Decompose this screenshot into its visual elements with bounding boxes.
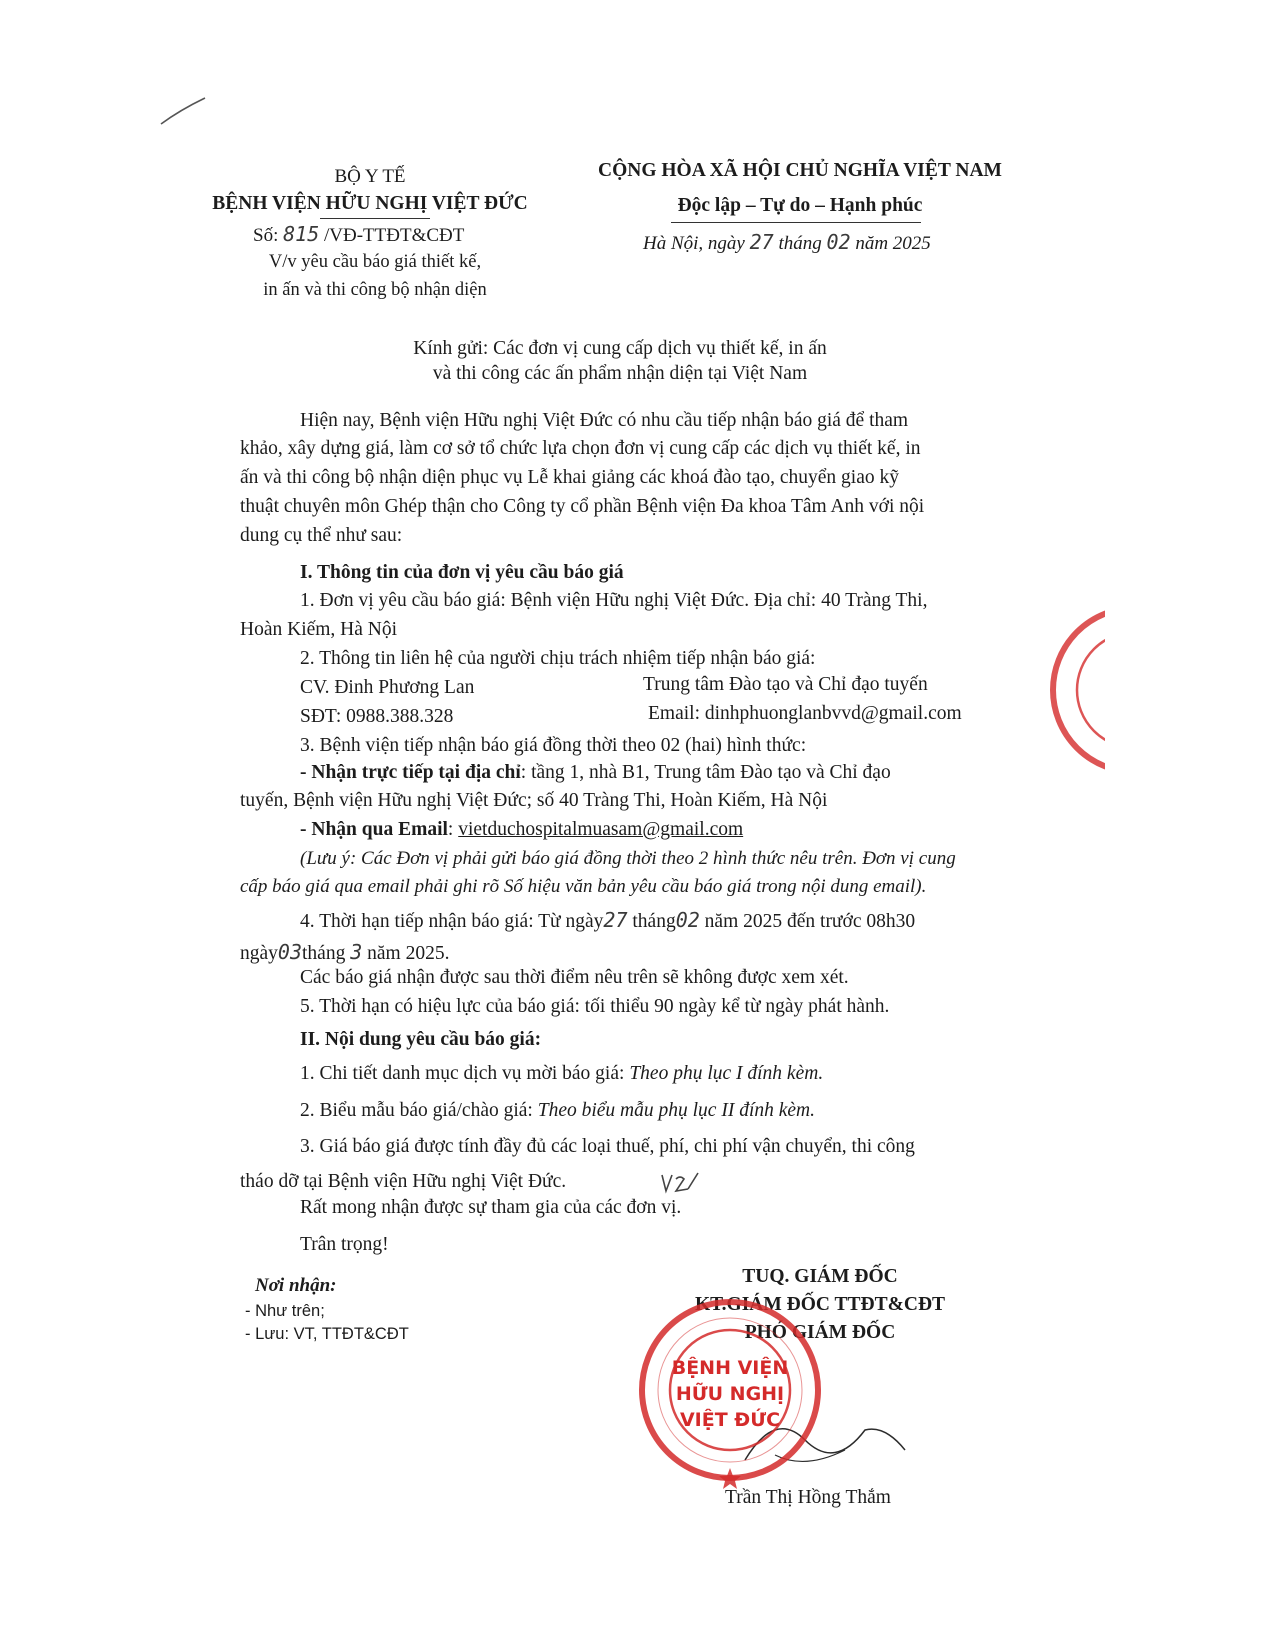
contact-name: CV. Đinh Phương Lan (300, 677, 475, 698)
direct-submission (300, 762, 891, 784)
note-line-1: (Lưu ý: Các Đơn vị phải gửi báo giá đồng thời theo 2 hình thức nêu trên. Đơn vị cung (300, 848, 956, 869)
item-4-end-day-handwritten: 03 (277, 940, 302, 964)
signature-line-1: TUQ. GIÁM ĐỐC (742, 1266, 898, 1287)
subject-line-1: V/v yêu cầu báo giá thiết kế, (268, 252, 482, 272)
number-suffix: /VĐ-TTĐT&CĐT (323, 225, 465, 246)
section-1-title: I. Thông tin của đơn vị yêu cầu báo giá (300, 562, 624, 583)
section-2-item-1 (300, 1063, 823, 1085)
direct-submission-cont: tuyến, Bệnh viện Hữu nghị Việt Đức; số 40 Tràng Thi, Hoàn Kiếm, Hà Nội (240, 790, 828, 811)
initials-scribble-icon (658, 1169, 702, 1197)
section-2-item-1-italic: Theo phụ lục I đính kèm. (629, 1063, 824, 1084)
item-4-end-year: năm 2025. (367, 943, 450, 964)
date-month-label: tháng (778, 233, 822, 254)
intro-line-3: ấn và thi công bộ nhận diện phục vụ Lễ khai giảng các khoá đào tạo, chuyển giao kỹ (240, 467, 900, 488)
intro-line-2: khảo, xây dựng giá, làm cơ sở tổ chức lựa chọn đơn vị cung cấp các dịch vụ thiết kế, in (240, 438, 921, 459)
pen-mark-icon (155, 92, 215, 132)
recipients-line-1: - Như trên; (245, 1302, 325, 1320)
direct-submission-text: : tầng 1, nhà B1, Trung tâm Đào tạo và Chỉ đạo (520, 762, 891, 783)
section-2-item-2 (300, 1100, 815, 1122)
section-2-item-2-text: 2. Biểu mẫu báo giá/chào giá: (300, 1100, 538, 1121)
item-4-day-handwritten: 27 (603, 908, 628, 932)
email-submission (300, 819, 743, 841)
section-1-item-1: 1. Đơn vị yêu cầu báo giá: Bệnh viện Hữu nghị Việt Đức. Địa chỉ: 40 Tràng Thi, (300, 590, 928, 611)
item-4-end-month-label: tháng (302, 943, 346, 964)
section-2-item-1-text: 1. Chi tiết danh mục dịch vụ mời báo giá: (300, 1063, 630, 1084)
section-1-item-5: 5. Thời hạn có hiệu lực của báo giá: tối thiểu 90 ngày kể từ ngày phát hành. (300, 996, 890, 1017)
closing-2: Trân trọng! (300, 1234, 389, 1255)
recipients-line-2: - Lưu: VT, TTĐT&CĐT (245, 1325, 409, 1343)
signer-name: Trần Thị Hồng Thắm (725, 1487, 891, 1508)
item-4-suffix: năm 2025 đến trước 08h30 (704, 911, 916, 932)
item-4-line-2-prefix: ngày (240, 943, 278, 964)
section-1-item-1-cont: Hoàn Kiếm, Hà Nội (240, 619, 398, 640)
section-1-item-3: 3. Bệnh viện tiếp nhận báo giá đồng thời theo 02 (hai) hình thức: (300, 735, 807, 756)
document-date (643, 230, 931, 255)
date-day-handwritten: 27 (749, 230, 774, 254)
section-1-item-4-cont (240, 940, 449, 965)
item-4-end-month-handwritten: 3 (350, 940, 363, 964)
section-1-item-2: 2. Thông tin liên hệ của người chịu trách nhiệm tiếp nhận báo giá: (300, 648, 816, 669)
item-4-month-handwritten: 02 (675, 908, 700, 932)
date-prefix: Hà Nội, ngày (643, 233, 745, 254)
signature-line-3: PHÓ GIÁM ĐỐC (744, 1322, 896, 1343)
recipients-title: Nơi nhận: (255, 1275, 337, 1296)
national-motto: Độc lập – Tự do – Hạnh phúc (677, 195, 923, 216)
intro-line-1: Hiện nay, Bệnh viện Hữu nghị Việt Đức có nhu cầu tiếp nhận báo giá để tham (300, 410, 909, 431)
contact-email: Email: dinhphuonglanbvvd@gmail.com (648, 703, 962, 724)
section-1-item-4 (300, 908, 915, 933)
number-label: Số: (253, 225, 279, 246)
item-4-note: Các báo giá nhận được sau thời điểm nêu trên sẽ không được xem xét. (300, 967, 849, 988)
item-4-prefix: 4. Thời hạn tiếp nhận báo giá: Từ ngày (300, 911, 604, 932)
official-seal-icon (630, 1290, 830, 1490)
section-2-item-3: 3. Giá báo giá được tính đầy đủ các loại thuế, phí, chi phí vận chuyển, thi công (300, 1136, 915, 1157)
intro-line-5: dung cụ thể như sau: (240, 525, 403, 546)
email-submission-label: - Nhận qua Email (300, 819, 448, 840)
hospital-name: BỆNH VIỆN HỮU NGHỊ VIỆT ĐỨC (212, 193, 528, 214)
document-number (253, 222, 464, 247)
motto-underline (671, 222, 921, 223)
note-line-2: cấp báo giá qua email phải ghi rõ Số hiệu văn bản yêu cầu báo giá trong nội dung email). (240, 876, 927, 897)
seal-line-2: HỮU NGHỊ (675, 1383, 785, 1405)
subject-line-2: in ấn và thi công bộ nhận diện (263, 280, 487, 300)
number-handwritten: 815 (283, 222, 320, 246)
contact-phone: SĐT: 0988.388.328 (300, 706, 454, 727)
ministry-name: BỘ Y TẾ (334, 166, 406, 187)
section-2-title: II. Nội dung yêu cầu báo giá: (300, 1029, 542, 1050)
seal-line-1: BỆNH VIỆN (671, 1357, 789, 1379)
date-month-handwritten: 02 (826, 230, 851, 254)
item-4-month-label: tháng (632, 911, 676, 932)
direct-submission-label: - Nhận trực tiếp tại địa chỉ (300, 762, 521, 783)
recipient-line-1: Kính gửi: Các đơn vị cung cấp dịch vụ thiết kế, in ấn (413, 338, 827, 359)
republic-name: CỘNG HÒA XÃ HỘI CHỦ NGHĨA VIỆT NAM (598, 160, 1002, 181)
section-2-item-2-italic: Theo biểu mẫu phụ lục II đính kèm. (537, 1100, 816, 1121)
seal-line-3: VIỆT ĐỨC (679, 1409, 781, 1431)
contact-unit: Trung tâm Đào tạo và Chỉ đạo tuyến (643, 674, 928, 695)
recipient-line-2: và thi công các ấn phẩm nhận diện tại Việt Nam (432, 363, 808, 384)
email-colon: : (447, 819, 459, 840)
signature-line-2: KT.GIÁM ĐỐC TTĐT&CĐT (694, 1294, 946, 1315)
intro-line-4: thuật chuyên môn Ghép thận cho Công ty cổ phần Bệnh viện Đa khoa Tâm Anh với nội (240, 496, 925, 517)
partial-seal-icon (1040, 600, 1105, 780)
closing-1: Rất mong nhận được sự tham gia của các đơn vị. (300, 1197, 682, 1218)
section-2-item-3-cont: tháo dỡ tại Bệnh viện Hữu nghị Việt Đức. (240, 1171, 567, 1192)
header-left-underline (320, 218, 430, 219)
date-year: năm 2025 (855, 233, 931, 254)
email-address-link[interactable]: vietduchospitalmuasam@gmail.com (458, 819, 744, 840)
